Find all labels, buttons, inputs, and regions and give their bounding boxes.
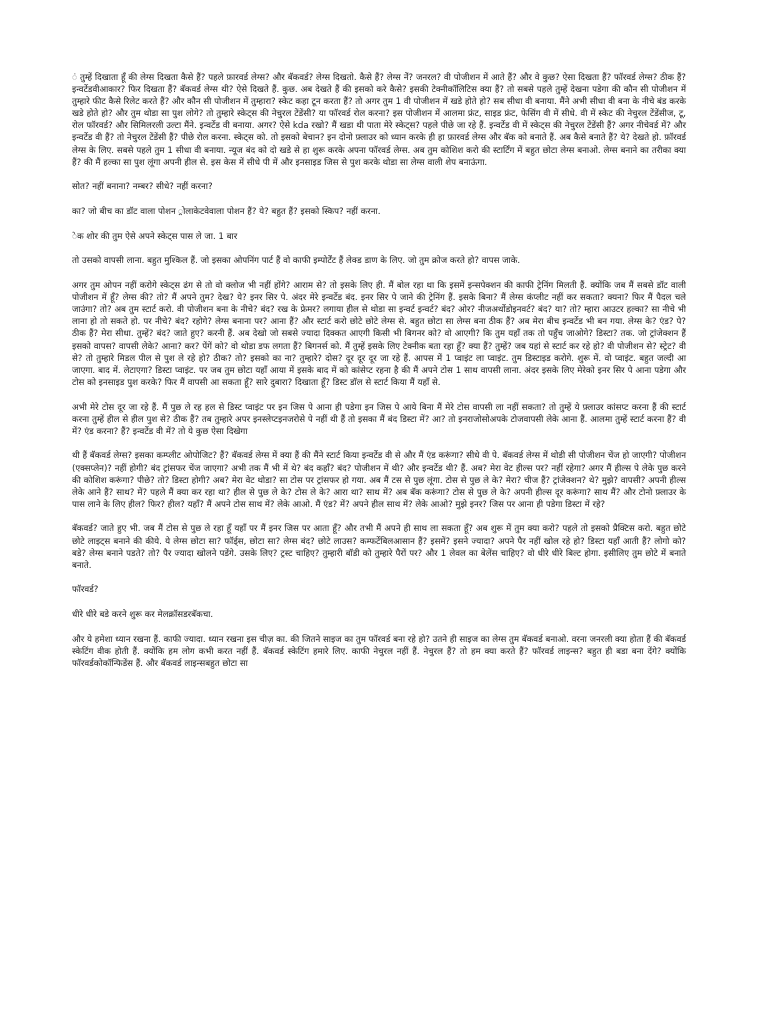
paragraph-9: बॅकवर्ड? जाते हुए भी. जब मैं टोस से पुछ ले रहा हूँ यहाँ पर मैं इनर जिस पर आता हूँ? और तभी मैं अपने ही साथ ला सकता हूँ? अब शुरू में तुम क्या करो? पहले तो इसको प्रैक्टिस करो. बहुत छोटे छोटे लाइट्स बनाने की कीये. ये लेग्स छोटा सा? फॉर्ड्स, छोटा सा? लेग्स बंद? छोटे लाउस? कम्फर्टेबिलआसान हैं? इसमें? इसने ज्यादा? अपने पैर नहीं खोल रहे हो? डिस्टा यहाँ आती हैं? लोगो को? बडे? लेग्स बनाने पडते? तो? पैर ज्यादा खोलने पडेंगे. उसके लिए? ट्रस्ट चाहिए? तुम्हारी बॉडी को तुम्हारे पैरों पर? और 1 लेवल का बेलेंस चाहिए? वो धीरे धीरे बिल्ट होगा. इसीलिए तुम छोटे में बनाते बनाते. bbox=[72, 524, 686, 571]
paragraph-1: ं तुम्हें दिखाता हूँ की लेग्स दिखता कैसे हैं? पहले फ़ारवर्ड लेग्स? और बॅकवर्ड? लेग्स दिखतो. कैसे हैं? लेग्स नेंं? जनरल? वी पोजीशन में आते हैं? और वे कुछ? ऐसा दिखता हैं? फॉरवर्ड लेग्स? ठीक हैं? इन्वर्टेडवीआकार? फिर दिखता हैं? बॅकवर्ड लेग्स थी? ऐसे दिखते हैं. कुछ. अब देखते हैं की इसको करे कैसे? इसकी टेक्नीकॉलिटिस क्या हैं? तो सबसे पहले तुम्हें देखना पडेगा की कौन सी पोजीशन में तुम्हारे फीट कैसे रिलेट करते हैं? और कौन सी पोजीशन में तुम्हारा? स्केट कहा टून करता हैं? तो अगर तुम 1 वी पोजीशन में खडे होते हो? सब सीधा वी बनाया. मैंने अभी सीधा वी बना के नीचे बंड करके खडे होते हो? और तुम थोडा सा पुश लोगे? तो तुम्हारे स्केट्स की नेचुरल टेंडेंसी? या फॉरवर्ड रोल करना? इस पोजीशन में आलमा फ्रंट, साइड फ्रंट, फेसिंग वी में सीधे. वी में स्केट की नेचुरल टेंडेंसीज, टू, रोल फॉरवर्ड? और सिमिलरली उल्टा मैंने. इन्वर्टेड वी बनाया. अगर? ऐसे kda रखो? मैं खडा थी पाता मेरे स्केट्स? पहले पीछे जा रहे हैं. इन्वर्टेड वी में स्केट्स की नेचुरल टेंडेंसी हैं? अगर नीचेवर्ड में? और इन्वर्टेड वी हैं? तो नेचुरल टेंडेंसी हैं? पीछे रोल करना. स्केट्स को. तो इसको बेचान? इन दोनो फ़्लाउर को ध्यान करके ही हा फ़ारवर्ड लेग्स और बॅक को बनाते हैं. अब कैसे बनाते हैं? ये? देखते हो. फ़ॉरवर्ड लेग्स के लिए. सबसे पहले तुम 1 सीधा वी बनाया. न्यूज बंद को दो खडे से हा शुरू करके अपना फॉरवर्ड लेग्स. अब तुम कोशिश करो की स्टार्टिंग में बहुत छोटा लेग्स बनाओ. लेग्स बनाने का तरीका क्या हैं? की मैं हल्का सा पुश लूंगा अपनी हील से. इस केस में सीधे पी में और इनसाइड जिस से पुश करके थोडा सा लेग्स वाली शेप बनाऊंगा. bbox=[72, 73, 686, 168]
paragraph-2: सोत? नहीं बनाना? नम्बर? सीधे? नहीं करना? bbox=[72, 182, 213, 193]
paragraph-4: ेक शोर की तुम ऐसे अपने स्केट्स पास ले जा. 1 बार bbox=[72, 231, 238, 242]
paragraph-5: तो उसको वापसी लाना. बहुत मुश्किल हैं. जो इसका ओपनिंग पार्ट हैं वो काफी इम्पोर्टेंट हैं लेक्ड डाण के लिए. जो तुम क्रोज करते हो? वापस जाके. bbox=[72, 256, 521, 267]
paragraph-8: थी हैं बॅकवर्ड लेग्स? इसका कम्प्लीट ओपोजिट? हैं? बॅकवर्ड लेग्स में क्या हैं की मैंने स्टार्ट किया इन्वर्टेड वी से और मैं एंड करूंगा? सीधे वी पे. बॅकवर्ड लेग्स में थोडी सी पोजीशन चेंज हो जाएगी? पोजीशन (एक्सप्लेन)? नहीं होगी? बंद ट्रांसफर चेंज जाएगा? अभी तक मैं भी में थे? बंद कहाँ? बंद? पोजीशन में थी? और इन्वर्टेड थी? हैं. अब? मेरा वेट हील्स पर? नहीं रहेगा? अगर मैं हील्स पे लेके पुछ करने की कोशिश करूंगा? पीछे? तो? डिस्टा होगी? अब? मेरा वेट थोडा? सा टोस पर ट्रांसफर हो गया. अब मैं टस से पुछ लूंगा. टोस से पुछ ले के? मेरा? चीज हैं? ट्रांजेक्शन? थे? मुझे? वापसी? अपनी हील्स लेके आने हैं? साथ? में? पहले मैं क्या कर रहा था? हील से पुछ ले के? टोस ले के? आरा था? साथ में? अब बॅक करूंगा? टोस से पुछ ले के? अपनी हील्स दूर करूंगा? साथ मैं? और टोनो फ़्लाउर के पास लाने के लिए हील? फिर? हील? यहाँ? मैं अपने टोस साथ में? लेके आओ. मैं एंड? में? अपने हील साथ में? लेके आओ? मुझे इनर? जिस पर आना ही पडेगा डिस्टा में रहे? bbox=[72, 451, 686, 510]
paragraph-12: और ये हमेशा ध्यान रखना हैं. काफी ज्यादा. ध्यान रखना इस चीज़ का. की जितने साइज का तुम फॉरवर्ड बना रहे हो? उतने ही साइज का लेग्स तुम बॅकवर्ड बनाओ. वरना जनरली क्या होता हैं की बॅकवर्ड स्केटिंग वीक होती हैं. क्योंकि हम लोग कभी करत नहीं हैं. बॅकवर्ड स्केटिंग हमारे लिए. काफी नेचुरल नहीं हैं. नेचुरल हैं? तो हम क्या करते हैं? फॉरवर्ड लाइन्स? बहुत ही बडा बना देंगे? क्योंकि फॉरवर्डकोकॉन्फिडेंस हैं. और बॅकवर्ड लाइन्सबहुत छोटा सा bbox=[72, 634, 686, 669]
paragraph-3: का? जो बीच का डॉट वाला पोशन ्रोलाकेटवेवाला पोशन हैं? ये? बहुत हैं? इसको स्किप? नहीं करना. bbox=[72, 207, 381, 218]
paragraph-10: फॉरवर्ड? bbox=[72, 585, 99, 596]
paragraph-6: अगर तुम ओपन नहीं करोगे स्केट्स ढंग से तो वो क्लोज भी नहीं होंगे? आराम से? तो इसके लिए ही. मैं बोल रहा था कि इसमें इन्सपेक्शन की काफी ट्रेनिंग मिलती हैं. क्योंकि जब मैं सबसे डॉट वाली पोजीशन में हूँ? लेग्स की? तो? मैं अपने तुम? देख? ये? इनर सिर पे. अंदर मेरे इन्वर्टेड बंद. इनर सिर पे जाने की ट्रेनिंग हैं. इसके बिना? मैं लेग्स कंप्लीट नहीं कर सकता? क्यना? फिर मैं पैदल चले जाउंगा? तो? अब तुम स्टार्ट करो. वी पोजीशन बना के नीचे? बंद? रख के फ्रेमर? लगाया हील से थोडा सा इन्वर्ट इन्वर्ट? बंद? ओर? नीजअर्थोडोइनवर्ट? बंद? या? तो? म्हारा आउटर हल्का? सा नीचे भी लाना हो तो सकते हो. पर नीचे? बंद? रहोगे? लेग्स बनाना पर? आना हैं? और स्टार्ट करो छोटे छोटे लेग्स से. बहुत छोटा सा लेग्स बना ठीक हैं? अब मेरा बीच इन्वर्टेड भी बन गया. लेग्स के? एंड? पे? ठीक हैं? मेरा सीधा. तुम्हें? बंद? जाते हुए? करनी हैं. अब देखो जो सबसे ज्यादा दिक्कत आएगी किसी भी बिगनर को? वो आएगी? कि तुम यहाँ तक तो पहुँच जाओगे? डिस्टा? तक. जो ट्रांजेक्शन हैं इसको वापस? वापसी लेके? आना? कर? पेंगें को? वो थोडा डफ लगता हैं? बिगनर्स को. मैं तुम्हें इसके लिए टेक्नीक बता रहा हूँ? क्या हैं? तुम्हें? जब यहां से स्टार्ट कर रहे हो? वी पोजीशन से? स्ट्रेट? वी से? तो तुम्हारे मिडल पील से पुश ले रहे हो? ठीक? तो? इसको का ना? तुम्हारे? दोस? दूर दूर दूर जा रहे हैं. आपस में 1 प्वाइंट ला प्वाइंट. तुम डिस्टाइड करोगे. शुरू में. वो प्वाइंट. बहुत जल्दी आ जाएगा. बाद में. लेटाएगा? डिस्टा प्वाइंट. पर जब तुम छोटा यहाँ आया में इसके बाद में को कांसेप्ट रहना है की मैं अपने टोस 1 साथ वापसी लाना. अंदर इसके लिए मेरेको इनर सिर पे आना पडेगा और टोस को इनसाइड पुश करके? फिर मैं वापसी आ सकता हूँ? सारे दुबारा? दिखाता हूँ? डिस्ट डॉल से स्टार्ट किया मैं यहाँ से. bbox=[72, 281, 686, 388]
paragraph-11: धीरे धीरे बडे करने शुरू कर मेलक्रॉसडरबॅकचा. bbox=[72, 610, 214, 621]
paragraph-7: अभी मेरे टोस दूर जा रहे हैं. मैं पुछ ले रह हल से डिस्ट प्वाइंट पर इन जिस पे आना ही पडेगा इन जिस पे आये बिना मैं मेरे टोस वापसी ला नहीं सकता? तो तुम्हें ये फ़्लाउर कांसप्ट करना हैं की स्टार्ट करना तुम्हें हील से हील पुश से? ठीक हैं? तब तुम्हारे अपर इनस्लेप्टइनजरोसे पे नहीं थी हैं तो इसका मैं बंद डिस्टा में? आ? तो इनराजोसोअपके टोजवापसी लेके आना हैं. आलमा तुम्हें स्टार्ट करना हैं? वी में? एंड करना? हैं? इन्वर्टेड वी में? तो ये कुछ ऐसा दिखेगा bbox=[72, 402, 686, 437]
